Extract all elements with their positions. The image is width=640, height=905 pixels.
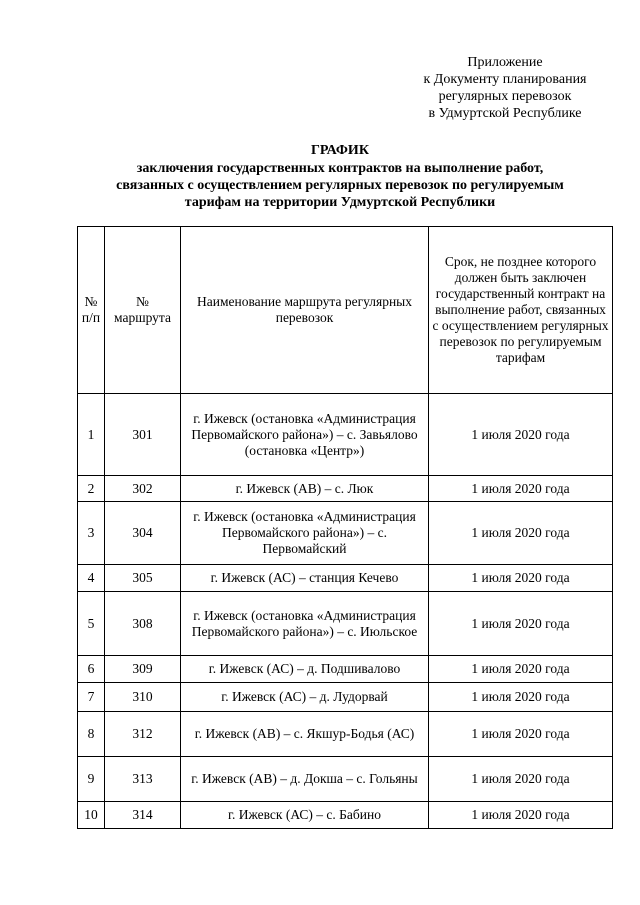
cell-route-num: 309 xyxy=(105,656,181,683)
cell-route-name: г. Ижевск (АВ) – с. Люк xyxy=(181,476,429,502)
cell-num: 2 xyxy=(78,476,105,502)
cell-deadline: 1 июля 2020 года xyxy=(429,757,613,802)
table-row xyxy=(78,394,613,476)
appendix-block xyxy=(405,54,605,122)
cell-deadline: 1 июля 2020 года xyxy=(429,683,613,712)
document-subtitle xyxy=(40,160,640,211)
subtitle-line: связанных с осуществлением регулярных перевозок по регулируемым xyxy=(116,178,564,193)
table-row xyxy=(78,683,613,712)
subtitle-line: заключения государственных контрактов на выполнение работ, xyxy=(136,161,544,176)
cell-route-num: 305 xyxy=(105,565,181,592)
table-row xyxy=(78,802,613,829)
table-row xyxy=(78,757,613,802)
header-route-num: № маршрута xyxy=(105,227,181,394)
cell-route-name: г. Ижевск (АС) – д. Подшивалово xyxy=(181,656,429,683)
appendix-line: в Удмуртской Республике xyxy=(428,106,582,121)
cell-route-num: 313 xyxy=(105,757,181,802)
appendix-line: регулярных перевозок xyxy=(438,89,572,104)
header-route-name: Наименование маршрута регулярных перевозок xyxy=(181,227,429,394)
schedule-table xyxy=(77,226,613,829)
cell-route-name: г. Ижевск (АВ) – д. Докша – с. Гольяны xyxy=(181,757,429,802)
appendix-line: Приложение xyxy=(467,55,543,70)
cell-route-num: 302 xyxy=(105,476,181,502)
cell-deadline: 1 июля 2020 года xyxy=(429,592,613,656)
table-header-row xyxy=(78,227,613,394)
cell-route-name: г. Ижевск (остановка «Администрация Первомайского района») – с. Первомайский xyxy=(181,502,429,565)
cell-num: 9 xyxy=(78,757,105,802)
cell-num: 8 xyxy=(78,712,105,757)
table-row xyxy=(78,656,613,683)
cell-num: 3 xyxy=(78,502,105,565)
cell-num: 4 xyxy=(78,565,105,592)
document-heading: ГРАФИК xyxy=(311,143,369,158)
cell-route-num: 301 xyxy=(105,394,181,476)
cell-route-name: г. Ижевск (АВ) – с. Якшур-Бодья (АС) xyxy=(181,712,429,757)
appendix-line: к Документу планирования xyxy=(423,72,587,87)
cell-num: 1 xyxy=(78,394,105,476)
cell-deadline: 1 июля 2020 года xyxy=(429,502,613,565)
cell-deadline: 1 июля 2020 года xyxy=(429,802,613,829)
cell-num: 6 xyxy=(78,656,105,683)
cell-route-name: г. Ижевск (АС) – д. Лудорвай xyxy=(181,683,429,712)
table-row xyxy=(78,592,613,656)
table-row xyxy=(78,565,613,592)
table-row xyxy=(78,476,613,502)
cell-num: 10 xyxy=(78,802,105,829)
cell-route-name: г. Ижевск (АС) – с. Бабино xyxy=(181,802,429,829)
header-deadline: Срок, не позднее которого должен быть заключен государственный контракт на выполнение работ, связанных с осуществлением регулярных перевозок по регулируемым тарифам xyxy=(429,227,613,394)
cell-num: 7 xyxy=(78,683,105,712)
cell-deadline: 1 июля 2020 года xyxy=(429,476,613,502)
subtitle-line: тарифам на территории Удмуртской Республики xyxy=(184,195,496,210)
header-num: № п/п xyxy=(78,227,105,394)
cell-route-name: г. Ижевск (остановка «Администрация Первомайского района») – с. Июльское xyxy=(181,592,429,656)
cell-route-num: 314 xyxy=(105,802,181,829)
cell-deadline: 1 июля 2020 года xyxy=(429,712,613,757)
cell-route-num: 310 xyxy=(105,683,181,712)
cell-route-num: 312 xyxy=(105,712,181,757)
cell-num: 5 xyxy=(78,592,105,656)
cell-route-name: г. Ижевск (остановка «Администрация Первомайского района») – с. Завьялово (остановка «Центр») xyxy=(181,394,429,476)
table-row xyxy=(78,712,613,757)
table-row xyxy=(78,502,613,565)
cell-route-num: 304 xyxy=(105,502,181,565)
cell-deadline: 1 июля 2020 года xyxy=(429,565,613,592)
cell-deadline: 1 июля 2020 года xyxy=(429,394,613,476)
cell-route-num: 308 xyxy=(105,592,181,656)
cell-deadline: 1 июля 2020 года xyxy=(429,656,613,683)
cell-route-name: г. Ижевск (АС) – станция Кечево xyxy=(181,565,429,592)
